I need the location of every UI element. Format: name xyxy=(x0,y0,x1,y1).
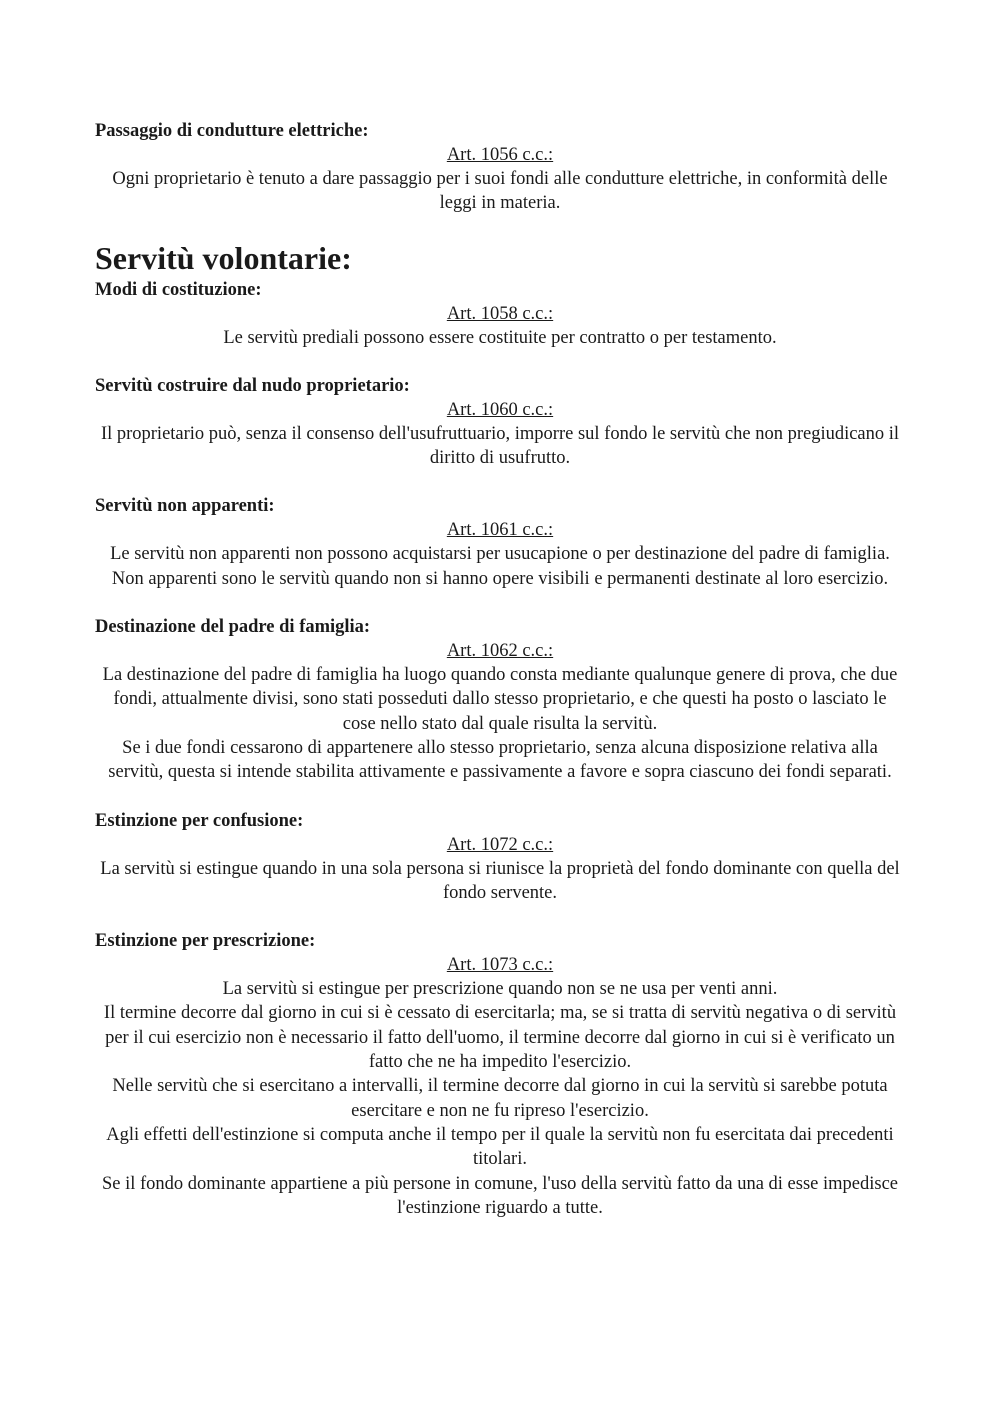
article-reference xyxy=(95,518,905,542)
section-title: Destinazione del padre di famiglia: xyxy=(95,617,371,638)
section-title: Estinzione per prescrizione: xyxy=(95,931,316,952)
section-title: Estinzione per confusione: xyxy=(95,810,304,831)
section-estinzione-prescrizione xyxy=(95,929,905,1220)
article-paragraph: Non apparenti sono le servitù quando non si hanno opere visibili e permanenti destinate al loro esercizio. xyxy=(111,568,889,589)
section-estinzione-confusione xyxy=(95,809,905,906)
article-label: Art. 1062 c.c.: xyxy=(446,641,554,662)
section-title: Servitù non apparenti: xyxy=(95,496,275,517)
article-paragraph: La destinazione del padre di famiglia ha luogo quando consta mediante qualunque genere di prova, che due fondi, attualmente divisi, sono stati posseduti dallo stesso proprietario, e che questi ha posto o lasciato le cose nello stato dal quale risulta la servitù. xyxy=(102,665,898,734)
article-label: Art. 1056 c.c.: xyxy=(446,145,554,165)
article-reference xyxy=(95,302,905,326)
article-reference xyxy=(95,143,905,167)
article-paragraph: La servitù si estingue quando in una sola persona si riunisce la proprietà del fondo dominante con quella del fondo servente. xyxy=(100,858,900,903)
article-reference xyxy=(95,833,905,857)
article-reference xyxy=(95,398,905,422)
section-modi-costituzione xyxy=(95,278,905,350)
article-reference xyxy=(95,953,905,977)
section-destinazione-padre xyxy=(95,615,905,784)
section-nudo-proprietario xyxy=(95,374,905,471)
section-title: Servitù costruire dal nudo proprietario: xyxy=(95,375,410,396)
article-label: Art. 1073 c.c.: xyxy=(446,955,554,976)
article-paragraph: Le servitù non apparenti non possono acquistarsi per usucapione o per destinazione del padre di famiglia. xyxy=(110,544,890,565)
chapter-heading: Servitù volontarie: xyxy=(95,239,352,276)
section-passaggio-condutture xyxy=(95,119,905,216)
article-paragraph: Se i due fondi cessarono di appartenere allo stesso proprietario, senza alcuna disposizione relativa alla servitù, questa si intende stabilita attivamente e passivamente a favore e sopra ciascuno dei fondi separati. xyxy=(108,737,892,783)
article-paragraph: Se il fondo dominante appartiene a più persone in comune, l'uso della servitù fatto da una di esse impedisce l'estinzione riguardo a tutte. xyxy=(101,1173,899,1218)
article-label: Art. 1072 c.c.: xyxy=(446,834,554,855)
article-paragraph: Nelle servitù che si esercitano a intervalli, il termine decorre dal giorno in cui la servitù si sarebbe potuta esercitare e non ne fu ripreso l'esercizio. xyxy=(112,1076,888,1121)
article-label: Art. 1058 c.c.: xyxy=(446,303,554,324)
article-paragraph: La servitù si estingue per prescrizione quando non se ne usa per venti anni. xyxy=(222,979,778,1000)
section-non-apparenti xyxy=(95,494,905,591)
article-reference xyxy=(95,639,905,663)
article-paragraph: Le servitù prediali possono essere costituite per contratto o per testamento. xyxy=(223,327,777,348)
article-label: Art. 1061 c.c.: xyxy=(446,520,554,541)
article-paragraph: Agli effetti dell'estinzione si computa anche il tempo per il quale la servitù non fu esercitata dai precedenti titolari. xyxy=(106,1124,894,1170)
article-paragraph: Il termine decorre dal giorno in cui si è cessato di esercitarla; ma, se si tratta di servitù negativa o di servitù per il cui esercizio non è necessario il fatto dell'uomo, il termine decorre dal giorno in cui si è verificato un fatto che ne ha impedito l'esercizio. xyxy=(103,1003,897,1073)
section-title: Modi di costituzione: xyxy=(95,279,262,300)
document-page xyxy=(95,119,905,1244)
section-title: Passaggio di condutture elettriche: xyxy=(95,121,369,141)
article-label: Art. 1060 c.c.: xyxy=(446,399,554,420)
article-paragraph: Il proprietario può, senza il consenso dell'usufruttuario, imporre sul fondo le servitù che non pregiudicano il diritto di usufrutto. xyxy=(100,423,900,469)
article-paragraph: Ogni proprietario è tenuto a dare passaggio per i suoi fondi alle condutture elettriche, in conformità delle leggi in materia. xyxy=(112,169,888,214)
